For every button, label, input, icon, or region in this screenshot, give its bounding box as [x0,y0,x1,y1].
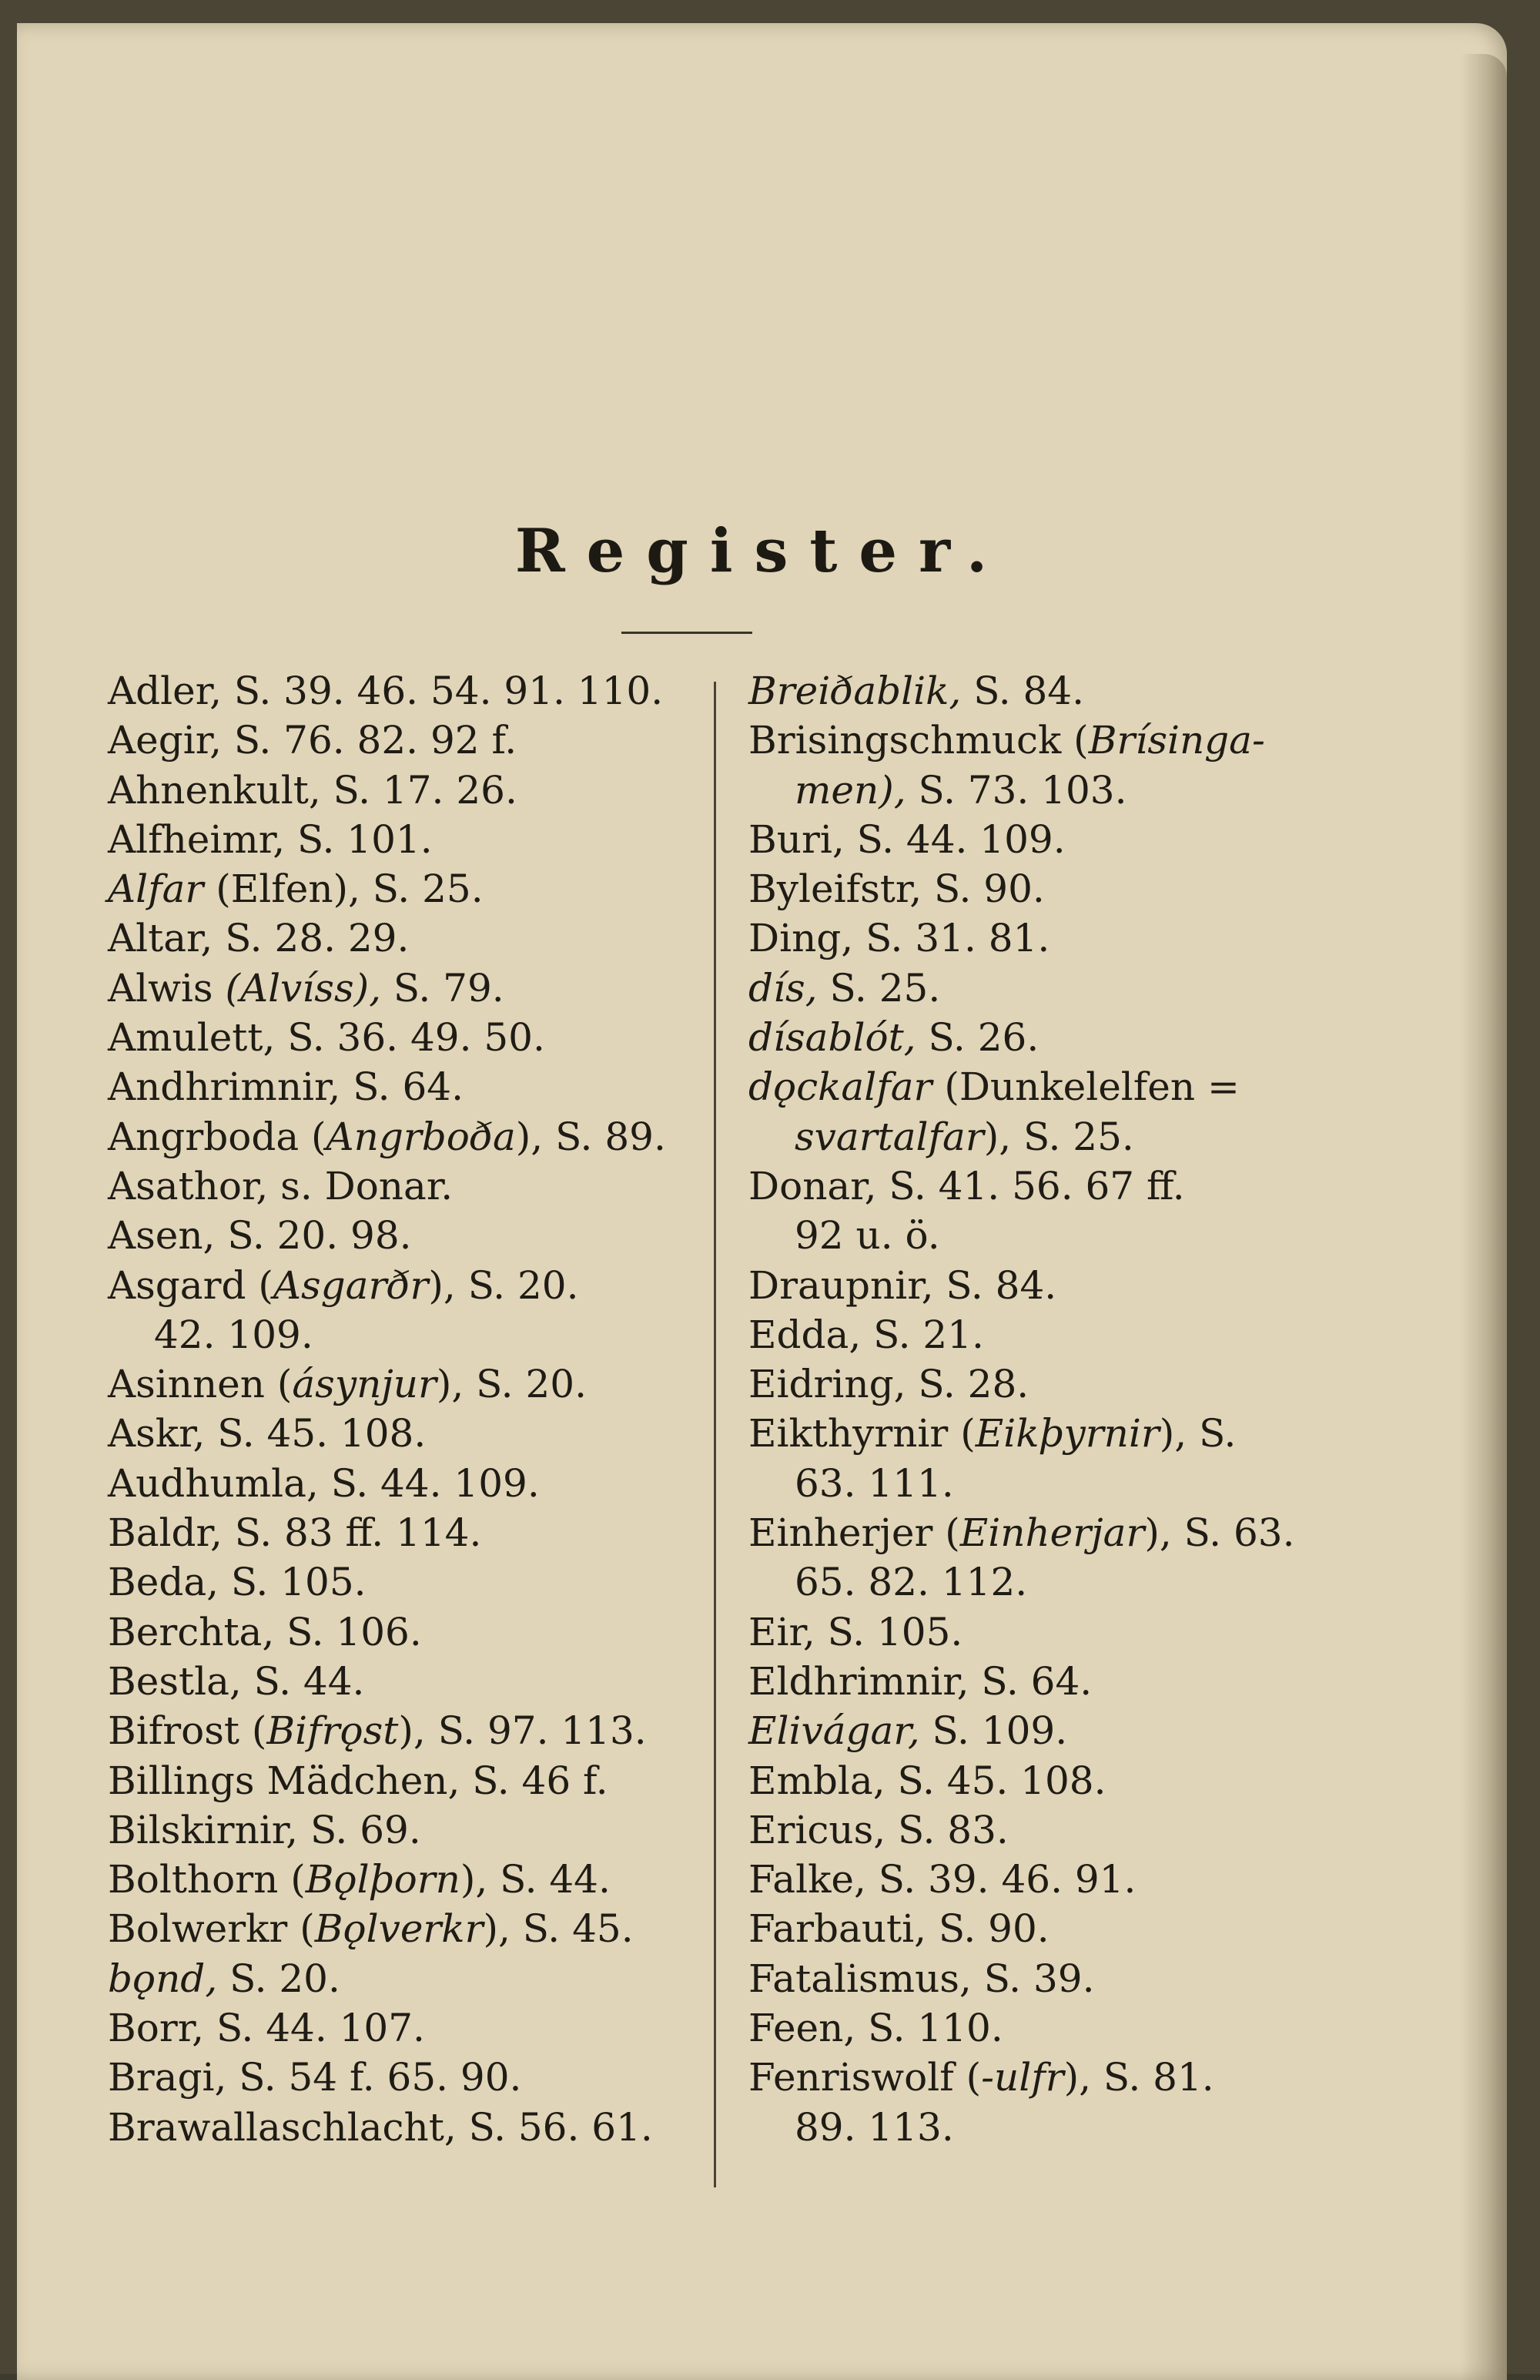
entry-text: (Alvíss), [225,965,382,1011]
entry-text: Alfar [108,867,204,912]
entry-text: ), S. 45. [483,1906,634,1952]
index-entry [748,864,1334,913]
book-page [17,23,1507,2380]
entry-text: Bifrost ( [108,1708,267,1754]
index-entry [748,1310,1334,1359]
entry-text: Amulett, S. 36. 49. 50. [108,1015,545,1061]
entry-text: 65. 82. 112. [795,1560,1028,1605]
index-entry [748,766,1334,815]
entry-text: ), S. [1159,1411,1237,1456]
index-entry [748,1062,1334,1111]
index-entry [748,1409,1334,1458]
index-entry [748,1261,1334,1310]
index-entry [108,1657,724,1706]
index-entry [748,1013,1334,1062]
index-entry [108,815,724,864]
index-entry [108,913,724,963]
entry-text: Einherjer ( [748,1510,960,1556]
index-entry [108,1706,724,1755]
entry-text: ásynjur [292,1362,437,1407]
index-entry [748,1359,1334,1409]
entry-text: S. 109. [919,1708,1068,1754]
index-entry [748,815,1334,864]
index-entry [108,1805,724,1855]
entry-text: men), [795,767,906,813]
entry-text: svartalfar [795,1114,984,1159]
index-column-left [108,666,724,2152]
entry-text: 92 u. ö. [795,1213,940,1259]
entry-text: Eir, S. 105. [748,1609,963,1654]
index-entry [108,1756,724,1805]
entry-text: ), S. 20. [428,1262,579,1308]
entry-text: S. 20. [217,1956,340,2001]
entry-text: Eidring, S. 28. [748,1362,1029,1407]
index-entry [748,2053,1334,2102]
index-entry [748,1855,1334,1904]
entry-text: Farbauti, S. 90. [748,1906,1050,1952]
entry-text: Bolthorn ( [108,1857,306,1902]
index-entry [748,1607,1334,1657]
entry-text: -ulfr [981,2055,1064,2100]
index-entry [108,1310,724,1359]
entry-text: S. 25. [817,965,941,1011]
entry-text: ), S. 97. 113. [398,1708,647,1754]
entry-text: 89. 113. [795,2104,954,2150]
index-entry [748,1904,1334,1953]
entry-text: Eikthyrnir ( [748,1411,976,1456]
index-entry [748,1508,1334,1557]
index-entry [748,1706,1334,1755]
entry-text: Asen, S. 20. 98. [108,1213,412,1259]
entry-text: Ding, S. 31. 81. [748,916,1050,961]
entry-text: Ahnenkult, S. 17. 26. [108,767,517,813]
entry-text: Brawallaschlacht, S. 56. 61. [108,2104,653,2150]
entry-text: Askr, S. 45. 108. [108,1411,427,1456]
entry-text: Asgard ( [108,1262,273,1308]
index-entry [108,864,724,913]
entry-text: (Dunkelelfen = [932,1064,1240,1110]
entry-text: Bolwerkr ( [108,1906,315,1952]
index-entry [108,666,724,716]
index-entry [108,2053,724,2102]
index-entry [108,1013,724,1062]
entry-text: Bragi, S. 54 f. 65. 90. [108,2055,522,2100]
entry-text: Bestla, S. 44. [108,1658,365,1704]
entry-text: bǫnd, [108,1956,218,2001]
index-entry [748,1805,1334,1855]
entry-text: Berchta, S. 106. [108,1609,422,1654]
entry-text: ), S. 89. [515,1114,666,1159]
index-entry [108,1211,724,1260]
index-entry [108,2003,724,2053]
entry-text: Eikþyrnir [975,1411,1160,1456]
index-entry [108,1557,724,1607]
entry-text: Altar, S. 28. 29. [108,916,410,961]
entry-text: Alfheimr, S. 101. [108,816,433,862]
entry-text: dǫckalfar [748,1064,932,1110]
entry-text: ), S. 63. [1144,1510,1295,1556]
index-entry [108,1112,724,1162]
entry-text: Byleifstr, S. 90. [748,867,1045,912]
index-entry [108,1409,724,1458]
index-entry [108,1954,724,2003]
index-entry [108,1904,724,1953]
index-entry [748,1657,1334,1706]
entry-text: Brisingschmuck ( [748,718,1089,763]
index-entry [108,2103,724,2152]
entry-text: Falke, S. 39. 46. 91. [748,1857,1137,1902]
index-entry [748,1557,1334,1607]
title-rule [621,632,752,634]
index-entry [108,1855,724,1904]
index-entry [748,2003,1334,2053]
entry-text: ), S. 20. [436,1362,587,1407]
index-entry [108,1162,724,1211]
entry-text: S. 84. [961,669,1084,713]
index-entry [748,1112,1334,1162]
index-entry [748,716,1334,765]
entry-text: ), S. 25. [983,1114,1134,1159]
entry-text: Elivágar, [748,1708,920,1754]
entry-text: Borr, S. 44. 107. [108,2006,425,2051]
index-entry [108,1508,724,1557]
entry-text: Breiðablik, [748,669,962,713]
index-entry [108,1607,724,1657]
index-entry [748,1756,1334,1805]
entry-text: Asgarðr [273,1262,429,1308]
entry-text: Bilskirnir, S. 69. [108,1807,421,1852]
index-entry [748,2103,1334,2152]
entry-text: Brísinga- [1088,718,1265,763]
entry-text: ), S. 44. [460,1857,611,1902]
entry-text: dís, [748,965,818,1011]
entry-text: Bǫlverkr [314,1906,484,1952]
entry-text: S. 26. [916,1015,1040,1061]
entry-text: Donar, S. 41. 56. 67 ff. [748,1163,1185,1208]
entry-text: Audhumla, S. 44. 109. [108,1460,540,1506]
index-entry [748,1954,1334,2003]
entry-text: ), S. 81. [1063,2055,1214,2100]
index-entry [108,1359,724,1409]
page-title: Register. [514,516,1009,586]
entry-text: dísablót, [748,1015,916,1061]
entry-text: Buri, S. 44. 109. [748,816,1066,862]
index-entry [108,1062,724,1111]
entry-text: Bǫlþorn [305,1857,460,1902]
index-entry [748,1211,1334,1260]
entry-text: Edda, S. 21. [748,1312,984,1357]
index-entry [108,1459,724,1508]
entry-text: Asinnen ( [108,1362,293,1407]
entry-text: Fenriswolf ( [748,2055,982,2100]
index-entry [108,716,724,765]
page-edge-shadow [1461,54,1507,2380]
entry-text: (Elfen), S. 25. [203,867,484,912]
index-entry [748,1459,1334,1508]
entry-text: Einherjar [959,1510,1145,1556]
entry-text: Alwis [108,965,226,1011]
index-entry [108,766,724,815]
entry-text: Beda, S. 105. [108,1560,367,1605]
index-entry [748,964,1334,1013]
entry-text: Feen, S. 110. [748,2006,1003,2051]
entry-text: S. 79. [381,965,504,1011]
entry-text: Adler, S. 39. 46. 54. 91. 110. [108,669,664,713]
index-entry [748,1162,1334,1211]
entry-text: 42. 109. [154,1312,313,1357]
entry-text: Embla, S. 45. 108. [748,1758,1106,1803]
entry-text: Asathor, s. Donar. [108,1163,454,1208]
entry-text: Draupnir, S. 84. [748,1262,1057,1308]
entry-text: Ericus, S. 83. [748,1807,1009,1852]
entry-text: Fatalismus, S. 39. [748,1956,1095,2001]
index-entry [108,964,724,1013]
entry-text: Angrboða [326,1114,516,1159]
index-column-right [748,666,1334,2152]
entry-text: Andhrimnir, S. 64. [108,1064,464,1110]
entry-text: S. 73. 103. [906,767,1127,813]
index-entry [748,913,1334,963]
entry-text: Baldr, S. 83 ff. 114. [108,1510,482,1556]
index-entry [748,666,1334,716]
index-entry [108,1261,724,1310]
entry-text: Aegir, S. 76. 82. 92 f. [108,718,517,763]
entry-text: Angrboda ( [108,1114,326,1159]
entry-text: 63. 111. [795,1460,954,1506]
entry-text: Billings Mädchen, S. 46 f. [108,1758,608,1803]
entry-text: Eldhrimnir, S. 64. [748,1658,1093,1704]
entry-text: Bifrǫst [266,1708,399,1754]
